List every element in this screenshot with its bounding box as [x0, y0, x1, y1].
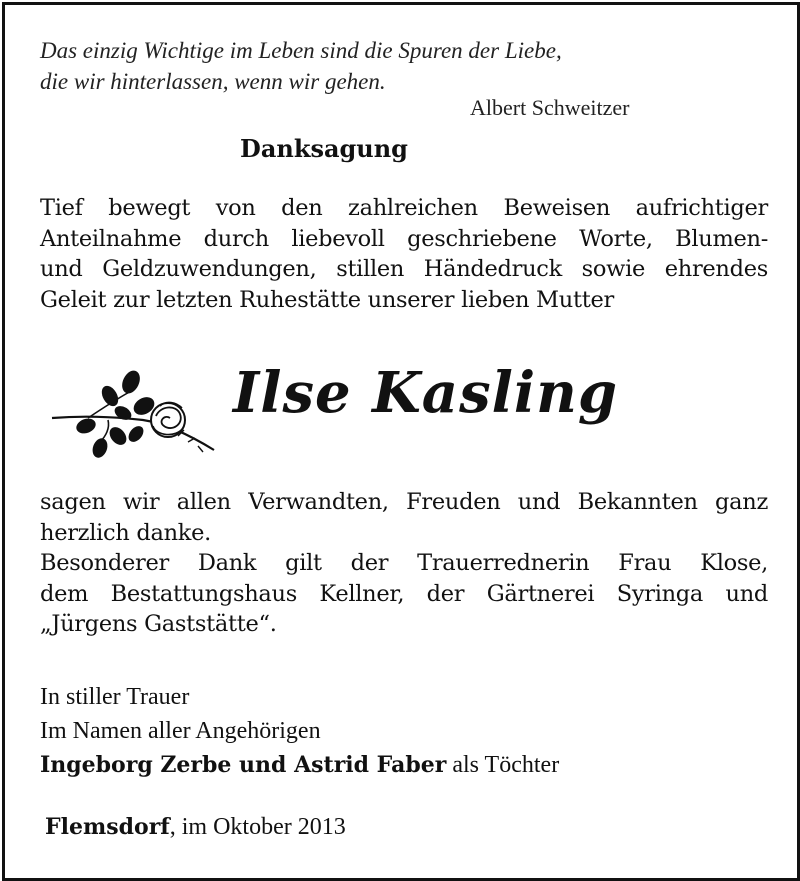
thanks-line: sagen wir allen Verwandten, Freuden und Bekannten ganz — [40, 489, 768, 515]
closing-line-1: In stiller Trauer — [40, 684, 190, 710]
closing-line-2: Im Namen aller Angehörigen — [40, 718, 321, 744]
date: , im Oktober 2013 — [169, 814, 346, 840]
closing — [40, 680, 559, 782]
thanks-line: „Jürgens Gaststätte“. — [40, 611, 277, 637]
thanks-paragraph — [40, 487, 768, 640]
quote — [40, 35, 562, 97]
town: Flemsdorf — [45, 814, 170, 840]
thanks-line: Besonderer Dank gilt der Trauerrednerin Frau Klose, — [40, 550, 768, 576]
rose-branch-icon — [48, 368, 218, 463]
intro-paragraph — [40, 193, 768, 315]
quote-line-2: die wir hinterlassen, wenn wir gehen. — [40, 69, 386, 94]
thanks-line: dem Bestattungshaus Kellner, der Gärtnerei Syringa und — [40, 580, 768, 607]
signers-line — [40, 748, 559, 782]
heading: Danksagung — [240, 134, 408, 163]
thanks-line: herzlich danke. — [40, 519, 211, 546]
quote-line-1: Das einzig Wichtige im Leben sind die Spuren der Liebe, — [40, 38, 562, 63]
deceased-name: Ilse Kasling — [233, 360, 619, 426]
intro-line: Tief bewegt von den zahlreichen Beweisen aufrichtiger — [40, 195, 768, 221]
relation: als Töchter — [452, 752, 560, 778]
place-date — [45, 814, 346, 841]
quote-author: Albert Schweitzer — [470, 95, 630, 120]
intro-line: und Geldzuwendungen, stillen Händedruck sowie ehrendes — [40, 256, 768, 282]
intro-line: Anteilnahme durch liebevoll geschriebene Worte, Blumen- — [40, 225, 768, 252]
signers: Ingeborg Zerbe und Astrid Faber — [40, 752, 447, 778]
intro-line: Geleit zur letzten Ruhestätte unserer lieben Mutter — [40, 286, 614, 313]
